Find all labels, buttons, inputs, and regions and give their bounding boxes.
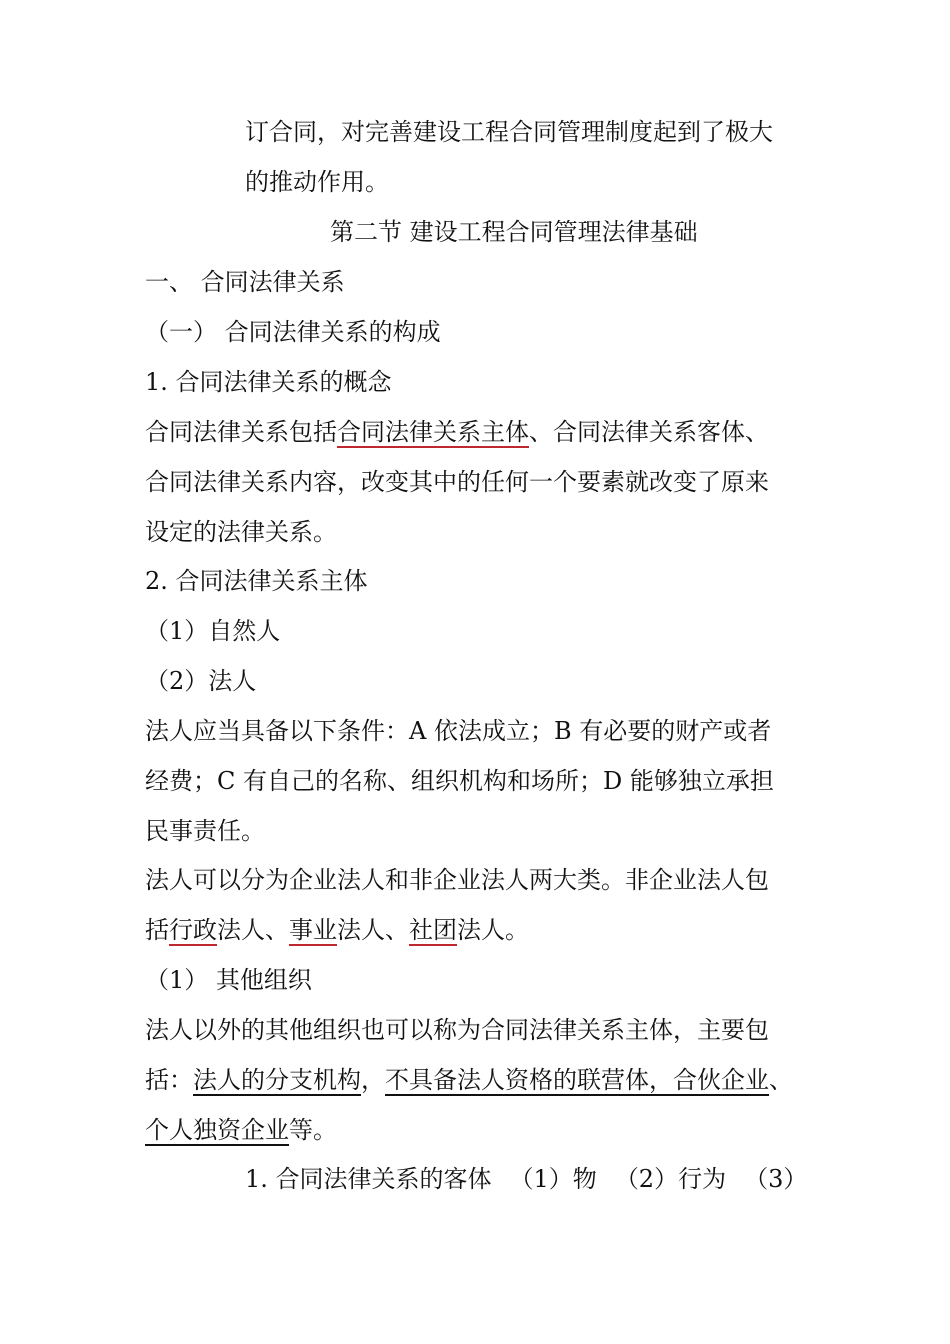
list-item-object-act: （2）行为 bbox=[614, 1165, 727, 1193]
emphasis-underlined-term: 法人的分支机构 bbox=[193, 1066, 361, 1094]
emphasis-underlined-term: 个人独资企业 bbox=[145, 1116, 289, 1144]
heading-level-3-subject: 2. 合同法律关系主体 bbox=[145, 567, 368, 595]
paragraph-other-organizations-line-1: 法人以外的其他组织也可以称为合同法律关系主体，主要包 bbox=[145, 1016, 769, 1044]
list-item-legal-person: （2）法人 bbox=[145, 667, 257, 695]
text-segment: 括： bbox=[145, 1066, 193, 1094]
text-segment: 法人、 bbox=[337, 916, 409, 944]
list-item-natural-person: （1）自然人 bbox=[145, 617, 281, 645]
paragraph-legal-person-conditions-line-3: 民事责任。 bbox=[145, 817, 265, 845]
emphasis-underlined-term: 不具备法人资格的联营体，合伙企业 bbox=[385, 1066, 769, 1094]
text-segment: 合同法律关系包括 bbox=[145, 418, 337, 446]
paragraph-other-organizations-line-2 bbox=[145, 1065, 793, 1095]
text-segment: 、合同法律关系客体、 bbox=[529, 418, 769, 446]
heading-level-1: 一、 合同法律关系 bbox=[145, 268, 345, 296]
heading-object-with-list bbox=[245, 1164, 807, 1194]
spellcheck-underlined-term: 社团 bbox=[409, 916, 457, 944]
paragraph-relation-components-line-1 bbox=[145, 417, 769, 447]
heading-object: 1. 合同法律关系的客体 bbox=[245, 1165, 492, 1193]
spellcheck-underlined-term: 合同法律关系主体 bbox=[337, 418, 529, 446]
text-segment: ， bbox=[361, 1066, 385, 1094]
paragraph-other-organizations-line-3 bbox=[145, 1115, 337, 1145]
spellcheck-underlined-term: 事业 bbox=[289, 916, 337, 944]
heading-level-3-concept: 1. 合同法律关系的概念 bbox=[145, 368, 392, 396]
paragraph-legal-person-conditions-line-2: 经费；C 有自己的名称、组织机构和场所；D 能够独立承担 bbox=[145, 767, 774, 795]
paragraph-legal-person-types-line-1: 法人可以分为企业法人和非企业法人两大类。非企业法人包 bbox=[145, 866, 769, 894]
spellcheck-underlined-term: 行政 bbox=[169, 916, 217, 944]
paragraph-continuation-line-2: 的推动作用。 bbox=[245, 168, 389, 196]
paragraph-relation-components-line-3: 设定的法律关系。 bbox=[145, 518, 337, 546]
paragraph-legal-person-types-line-2 bbox=[145, 915, 529, 945]
list-item-object-3: （3） bbox=[744, 1165, 808, 1193]
paragraph-relation-components-line-2: 合同法律关系内容，改变其中的任何一个要素就改变了原来 bbox=[145, 468, 769, 496]
text-segment: 法人、 bbox=[217, 916, 289, 944]
text-segment: 等。 bbox=[289, 1116, 337, 1144]
section-heading: 第二节 建设工程合同管理法律基础 bbox=[330, 218, 698, 246]
list-item-other-organizations: （1） 其他组织 bbox=[145, 966, 312, 994]
paragraph-continuation-line-1: 订合同，对完善建设工程合同管理制度起到了极大 bbox=[245, 118, 773, 146]
text-segment: 括 bbox=[145, 916, 169, 944]
list-item-object-thing: （1）物 bbox=[509, 1165, 597, 1193]
text-segment: 、 bbox=[769, 1066, 793, 1094]
heading-level-2: （一） 合同法律关系的构成 bbox=[145, 318, 441, 346]
text-segment: 法人。 bbox=[457, 916, 529, 944]
paragraph-legal-person-conditions-line-1: 法人应当具备以下条件：A 依法成立；B 有必要的财产或者 bbox=[145, 717, 772, 745]
